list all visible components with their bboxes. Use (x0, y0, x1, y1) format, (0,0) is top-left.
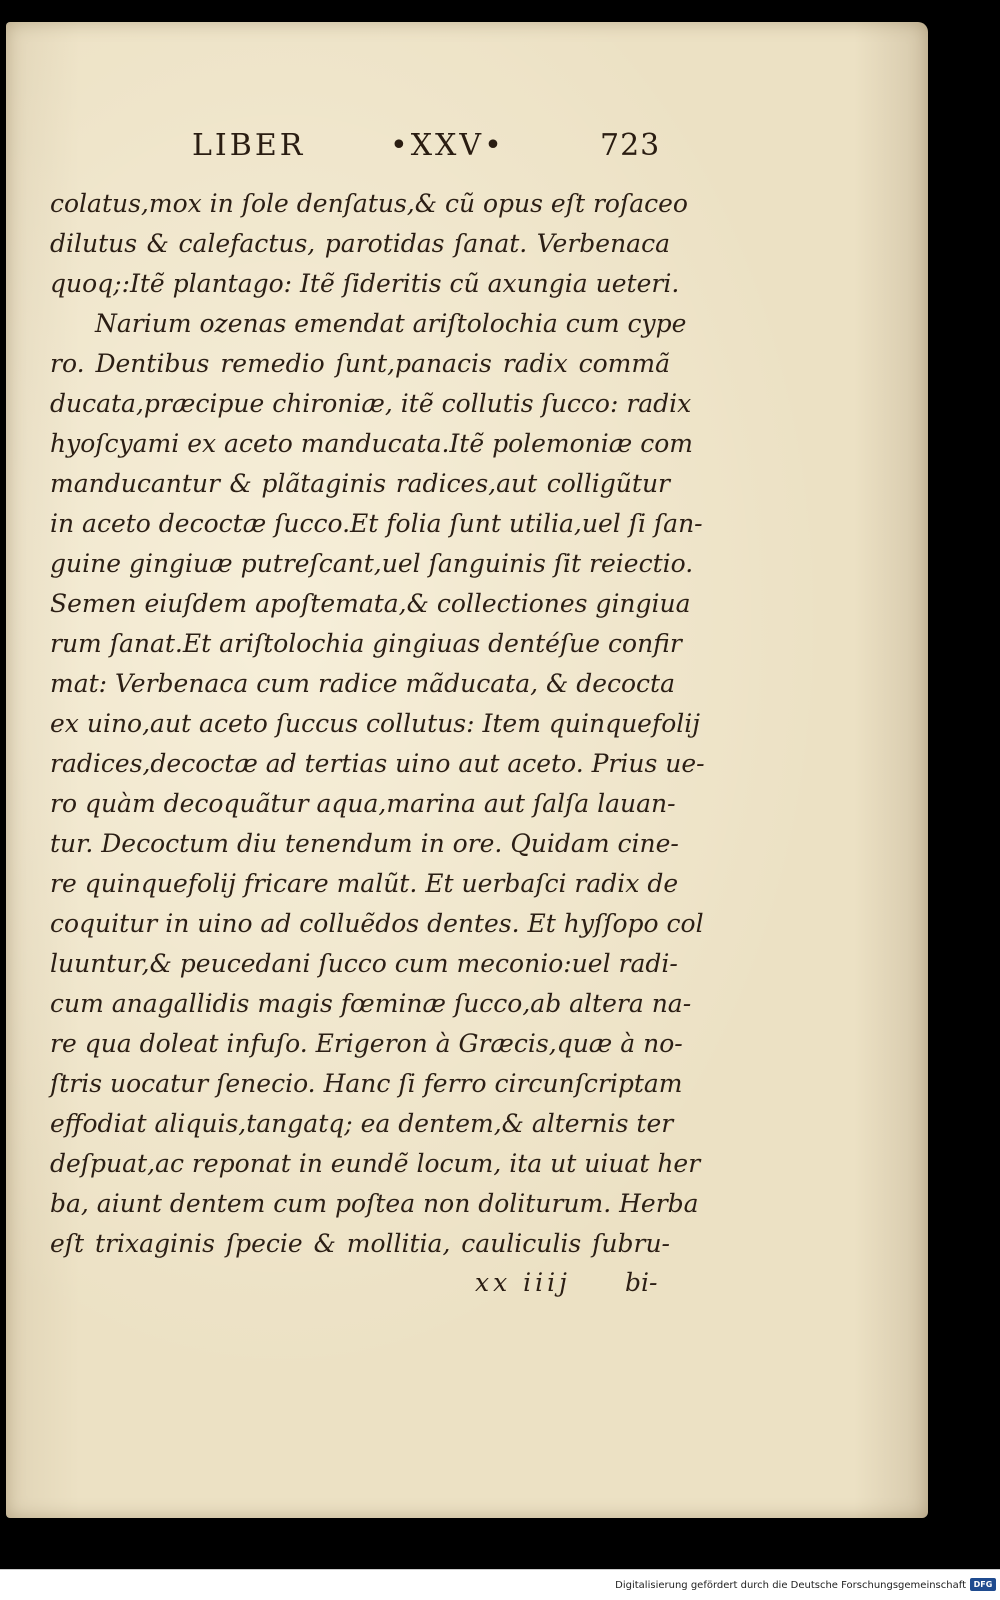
text-line: Semen eiuſdem apoſtemata,& collectiones gingiua (50, 589, 691, 618)
running-head (0, 128, 1000, 172)
text-line: dilutus & calefactus, parotidas ſanat. Verbenaca (50, 229, 670, 258)
dfg-logo-icon: DFG (970, 1578, 996, 1591)
text-line: ex uino,aut aceto ſuccus collutus: Item quinquefolij (50, 709, 701, 738)
text-line: ba, aiunt dentem cum poſtea non doliturum. Herba (50, 1189, 699, 1218)
funding-credit: Digitalisierung gefördert durch die Deutsche Forschungsgemeinschaft (615, 1580, 966, 1591)
text-line: guine gingiuæ putreſcant,uel ſanguinis ſit reiectio. (50, 549, 694, 578)
text-line: ducata,præcipue chironiæ, itẽ collutis ſucco: radix (50, 389, 692, 418)
catchline (0, 1268, 1000, 1308)
text-line: re qua doleat infuſo. Erigeron à Græcis,quæ à no- (50, 1029, 683, 1058)
text-line: in aceto decoctæ ſucco.Et folia ſunt utilia,uel ſi ſan- (50, 509, 703, 538)
text-line: rum ſanat.Et ariſtolochia gingiuas dentéſue confir (50, 629, 682, 658)
text-line: quoq;:Itẽ plantago: Itẽ ſideritis cũ axungia ueteri. (50, 269, 680, 298)
text-line: Narium ozenas emendat ariſtolochia cum cype (95, 309, 687, 338)
text-line: ro quàm decoquãtur aqua,marina aut ſalſa lauan- (50, 789, 676, 818)
text-line: radices,decoctæ ad tertias uino aut aceto. Prius ue- (50, 749, 705, 778)
text-line: hyoſcyami ex aceto manducata.Itẽ polemoniæ com (50, 429, 693, 458)
text-line: tur. Decoctum diu tenendum in ore. Quidam cine- (50, 829, 679, 858)
footer-bar (0, 1569, 1000, 1600)
text-line: cum anagallidis magis fœminæ ſucco,ab altera na- (50, 989, 692, 1018)
text-line: coquitur in uino ad colluẽdos dentes. Et hyſſopo col (50, 909, 704, 938)
text-line: luuntur,& peucedani ſucco cum meconio:uel radi- (50, 949, 678, 978)
running-head-book-number: •XXV• (390, 128, 505, 163)
text-line: ro. Dentibus remedio ſunt,panacis radix commã (50, 349, 670, 378)
text-line: re quinquefolij fricare malũt. Et uerbaſci radix de (50, 869, 679, 898)
running-head-liber: LIBER (192, 128, 306, 163)
catchword: bi- (625, 1268, 658, 1297)
page-number: 723 (600, 128, 661, 163)
text-line: effodiat aliquis,tangatq; ea dentem,& alternis ter (50, 1109, 674, 1138)
text-line: colatus,mox in ſole denſatus,& cũ opus eſt roſaceo (50, 189, 688, 218)
text-line: eſt trixaginis ſpecie & mollitia, cauliculis ſubru- (50, 1229, 670, 1258)
signature-mark: xx iiij (475, 1268, 571, 1297)
text-block (50, 184, 705, 1264)
text-line: mat: Verbenaca cum radice mãducata, & decocta (50, 669, 676, 698)
text-line: deſpuat,ac reponat in eundẽ locum, ita ut uiuat her (50, 1149, 701, 1178)
text-line: manducantur & plãtaginis radices,aut colligũtur (50, 469, 670, 498)
text-line: ſtris uocatur ſenecio. Hanc ſi ferro circunſcriptam (50, 1069, 683, 1098)
